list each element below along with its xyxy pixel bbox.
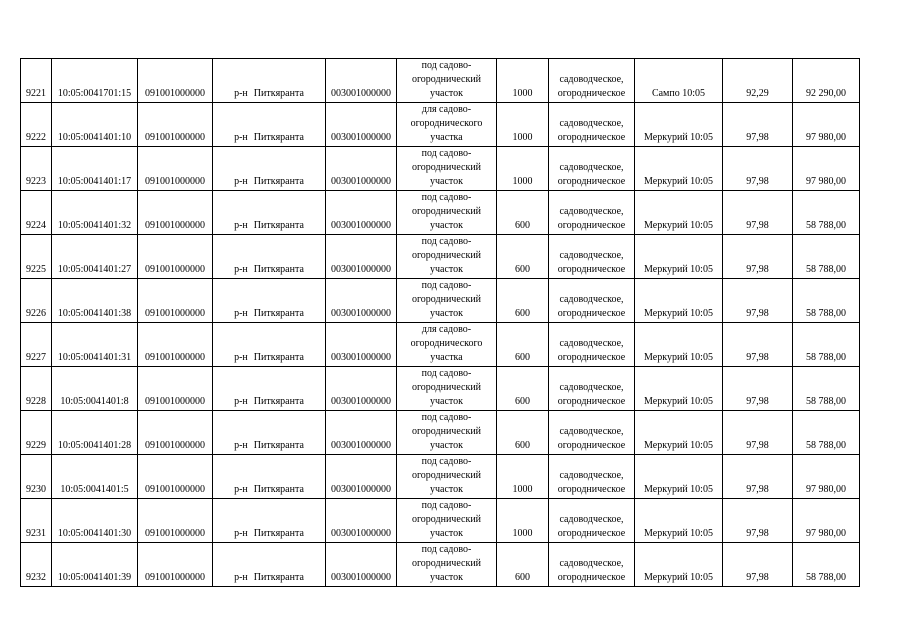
region-name: Питкяранта	[253, 440, 304, 451]
cell-oktmo-code: 091001000000	[138, 323, 213, 367]
cell-cadastral-number: 10:05:0041401:8	[52, 367, 138, 411]
land-category-line: садоводческое,	[559, 206, 624, 217]
permitted-use-line: участок	[429, 220, 463, 231]
cell-land-category	[549, 367, 635, 411]
region-name: Питкяранта	[253, 484, 304, 495]
cell-region	[213, 279, 326, 323]
region-name: Питкяранта	[253, 220, 304, 231]
cell-cadastral-value: 92 290,00	[793, 59, 860, 103]
cell-unit-value: 97,98	[723, 323, 793, 367]
cell-permitted-use	[397, 103, 497, 147]
cell-land-category	[549, 147, 635, 191]
cell-cadastral-value: 58 788,00	[793, 367, 860, 411]
cell-locality: Меркурий 10:05	[635, 323, 723, 367]
cell-cadastral-number: 10:05:0041401:32	[52, 191, 138, 235]
cell-permitted-use	[397, 59, 497, 103]
cell-okato-code: 003001000000	[326, 543, 397, 587]
permitted-use-line: огороднический	[411, 558, 482, 569]
table-row	[21, 455, 860, 499]
table-row	[21, 279, 860, 323]
cell-permitted-use	[397, 367, 497, 411]
cell-locality: Сампо 10:05	[635, 59, 723, 103]
permitted-use-line: для садово-	[421, 324, 472, 335]
permitted-use-line: под садово-	[421, 500, 472, 511]
table-row	[21, 543, 860, 587]
cell-row-number: 9229	[21, 411, 52, 455]
permitted-use-line: участок	[429, 440, 463, 451]
land-category-line: огородническое	[557, 440, 626, 451]
cell-cadastral-number: 10:05:0041401:17	[52, 147, 138, 191]
cell-permitted-use	[397, 191, 497, 235]
cell-cadastral-value: 58 788,00	[793, 411, 860, 455]
permitted-use-line: участка	[430, 352, 463, 363]
cell-oktmo-code: 091001000000	[138, 367, 213, 411]
cell-region	[213, 367, 326, 411]
region-name: Питкяранта	[253, 308, 304, 319]
region-prefix: р-н	[234, 396, 248, 407]
region-prefix: р-н	[234, 132, 248, 143]
cell-oktmo-code: 091001000000	[138, 103, 213, 147]
permitted-use-line: участок	[429, 528, 463, 539]
region-name: Питкяранта	[253, 88, 304, 99]
cell-unit-value: 97,98	[723, 455, 793, 499]
permitted-use-line: под садово-	[421, 60, 472, 71]
cell-locality: Меркурий 10:05	[635, 279, 723, 323]
land-category-line: садоводческое,	[559, 514, 624, 525]
table-row	[21, 191, 860, 235]
land-category-line: садоводческое,	[559, 294, 624, 305]
cell-region	[213, 455, 326, 499]
cell-unit-value: 97,98	[723, 235, 793, 279]
region-prefix: р-н	[234, 484, 248, 495]
cell-cadastral-number: 10:05:0041401:30	[52, 499, 138, 543]
region-name: Питкяранта	[253, 352, 304, 363]
cell-locality: Меркурий 10:05	[635, 411, 723, 455]
cell-cadastral-value: 97 980,00	[793, 103, 860, 147]
cell-cadastral-number: 10:05:0041401:27	[52, 235, 138, 279]
region-prefix: р-н	[234, 528, 248, 539]
cell-oktmo-code: 091001000000	[138, 147, 213, 191]
cell-row-number: 9222	[21, 103, 52, 147]
region-prefix: р-н	[234, 440, 248, 451]
cell-permitted-use	[397, 455, 497, 499]
region-prefix: р-н	[234, 264, 248, 275]
cell-locality: Меркурий 10:05	[635, 499, 723, 543]
cell-unit-value: 97,98	[723, 103, 793, 147]
cell-permitted-use	[397, 411, 497, 455]
cell-oktmo-code: 091001000000	[138, 543, 213, 587]
cell-locality: Меркурий 10:05	[635, 103, 723, 147]
cell-row-number: 9225	[21, 235, 52, 279]
region-prefix: р-н	[234, 220, 248, 231]
cell-oktmo-code: 091001000000	[138, 235, 213, 279]
cell-okato-code: 003001000000	[326, 367, 397, 411]
table-row	[21, 411, 860, 455]
cell-land-category	[549, 59, 635, 103]
cell-area: 600	[497, 367, 549, 411]
cell-permitted-use	[397, 147, 497, 191]
cell-cadastral-number: 10:05:0041401:38	[52, 279, 138, 323]
region-name: Питкяранта	[253, 176, 304, 187]
cell-cadastral-number: 10:05:0041401:5	[52, 455, 138, 499]
cell-row-number: 9226	[21, 279, 52, 323]
cell-oktmo-code: 091001000000	[138, 411, 213, 455]
land-category-line: огородническое	[557, 308, 626, 319]
cell-area: 1000	[497, 147, 549, 191]
permitted-use-line: под садово-	[421, 236, 472, 247]
cell-land-category	[549, 191, 635, 235]
cell-row-number: 9231	[21, 499, 52, 543]
cell-row-number: 9221	[21, 59, 52, 103]
land-category-line: садоводческое,	[559, 338, 624, 349]
cell-land-category	[549, 103, 635, 147]
cell-area: 600	[497, 543, 549, 587]
cell-okato-code: 003001000000	[326, 103, 397, 147]
cell-region	[213, 59, 326, 103]
cell-cadastral-value: 58 788,00	[793, 543, 860, 587]
region-prefix: р-н	[234, 572, 248, 583]
cell-unit-value: 92,29	[723, 59, 793, 103]
permitted-use-line: огороднического	[410, 338, 483, 349]
permitted-use-line: участок	[429, 484, 463, 495]
cell-okato-code: 003001000000	[326, 147, 397, 191]
land-category-line: садоводческое,	[559, 382, 624, 393]
cell-cadastral-value: 58 788,00	[793, 191, 860, 235]
region-prefix: р-н	[234, 88, 248, 99]
cell-permitted-use	[397, 543, 497, 587]
cell-region	[213, 191, 326, 235]
table-row	[21, 499, 860, 543]
cell-locality: Меркурий 10:05	[635, 367, 723, 411]
cell-row-number: 9227	[21, 323, 52, 367]
cadastral-value-table	[20, 58, 860, 587]
cell-unit-value: 97,98	[723, 411, 793, 455]
cell-land-category	[549, 543, 635, 587]
cell-oktmo-code: 091001000000	[138, 59, 213, 103]
cell-cadastral-number: 10:05:0041701:15	[52, 59, 138, 103]
cell-cadastral-number: 10:05:0041401:28	[52, 411, 138, 455]
cell-unit-value: 97,98	[723, 499, 793, 543]
permitted-use-line: под садово-	[421, 280, 472, 291]
cell-permitted-use	[397, 235, 497, 279]
land-category-line: садоводческое,	[559, 162, 624, 173]
land-category-line: садоводческое,	[559, 470, 624, 481]
cell-permitted-use	[397, 323, 497, 367]
cell-region	[213, 103, 326, 147]
permitted-use-line: участок	[429, 308, 463, 319]
cell-locality: Меркурий 10:05	[635, 147, 723, 191]
land-category-line: огородническое	[557, 528, 626, 539]
cell-area: 600	[497, 279, 549, 323]
permitted-use-line: огороднический	[411, 206, 482, 217]
table-row	[21, 147, 860, 191]
land-category-line: садоводческое,	[559, 426, 624, 437]
cell-permitted-use	[397, 499, 497, 543]
permitted-use-line: огороднический	[411, 294, 482, 305]
cell-cadastral-number: 10:05:0041401:39	[52, 543, 138, 587]
permitted-use-line: огороднический	[411, 514, 482, 525]
cell-unit-value: 97,98	[723, 367, 793, 411]
cell-oktmo-code: 091001000000	[138, 279, 213, 323]
region-name: Питкяранта	[253, 572, 304, 583]
permitted-use-line: огороднический	[411, 162, 482, 173]
cell-okato-code: 003001000000	[326, 323, 397, 367]
cell-area: 1000	[497, 59, 549, 103]
land-category-line: садоводческое,	[559, 558, 624, 569]
cell-okato-code: 003001000000	[326, 235, 397, 279]
cell-land-category	[549, 323, 635, 367]
land-category-line: огородническое	[557, 264, 626, 275]
cell-area: 1000	[497, 455, 549, 499]
land-category-line: огородническое	[557, 88, 626, 99]
cell-area: 600	[497, 323, 549, 367]
cell-okato-code: 003001000000	[326, 279, 397, 323]
cell-cadastral-number: 10:05:0041401:31	[52, 323, 138, 367]
table-row	[21, 103, 860, 147]
cell-row-number: 9224	[21, 191, 52, 235]
cell-area: 600	[497, 191, 549, 235]
cell-region	[213, 499, 326, 543]
cell-cadastral-number: 10:05:0041401:10	[52, 103, 138, 147]
permitted-use-line: под садово-	[421, 412, 472, 423]
cell-unit-value: 97,98	[723, 279, 793, 323]
region-name: Питкяранта	[253, 396, 304, 407]
cell-row-number: 9228	[21, 367, 52, 411]
cell-land-category	[549, 279, 635, 323]
land-category-line: огородническое	[557, 132, 626, 143]
cell-cadastral-value: 58 788,00	[793, 279, 860, 323]
region-prefix: р-н	[234, 352, 248, 363]
cell-row-number: 9223	[21, 147, 52, 191]
cell-cadastral-value: 97 980,00	[793, 147, 860, 191]
cell-locality: Меркурий 10:05	[635, 455, 723, 499]
cell-cadastral-value: 58 788,00	[793, 323, 860, 367]
cell-permitted-use	[397, 279, 497, 323]
land-category-line: садоводческое,	[559, 74, 624, 85]
region-prefix: р-н	[234, 308, 248, 319]
permitted-use-line: участок	[429, 396, 463, 407]
cell-cadastral-value: 58 788,00	[793, 235, 860, 279]
permitted-use-line: участка	[430, 132, 463, 143]
cell-oktmo-code: 091001000000	[138, 455, 213, 499]
cell-unit-value: 97,98	[723, 191, 793, 235]
cell-area: 600	[497, 411, 549, 455]
table-row	[21, 235, 860, 279]
permitted-use-line: для садово-	[421, 104, 472, 115]
cell-area: 1000	[497, 499, 549, 543]
permitted-use-line: под садово-	[421, 148, 472, 159]
cell-okato-code: 003001000000	[326, 499, 397, 543]
permitted-use-line: огороднический	[411, 74, 482, 85]
land-category-line: садоводческое,	[559, 250, 624, 261]
cell-okato-code: 003001000000	[326, 191, 397, 235]
permitted-use-line: огороднического	[410, 118, 483, 129]
land-category-line: огородническое	[557, 220, 626, 231]
region-name: Питкяранта	[253, 528, 304, 539]
table-row	[21, 367, 860, 411]
permitted-use-line: под садово-	[421, 192, 472, 203]
permitted-use-line: участок	[429, 176, 463, 187]
cell-land-category	[549, 499, 635, 543]
permitted-use-line: огороднический	[411, 382, 482, 393]
cell-region	[213, 147, 326, 191]
cell-land-category	[549, 235, 635, 279]
cell-land-category	[549, 455, 635, 499]
cell-row-number: 9230	[21, 455, 52, 499]
cell-oktmo-code: 091001000000	[138, 191, 213, 235]
table-row	[21, 323, 860, 367]
cell-okato-code: 003001000000	[326, 59, 397, 103]
land-category-line: огородническое	[557, 572, 626, 583]
cell-locality: Меркурий 10:05	[635, 191, 723, 235]
cell-region	[213, 323, 326, 367]
cell-area: 1000	[497, 103, 549, 147]
permitted-use-line: огороднический	[411, 250, 482, 261]
region-prefix: р-н	[234, 176, 248, 187]
land-category-line: огородническое	[557, 484, 626, 495]
cell-cadastral-value: 97 980,00	[793, 455, 860, 499]
cell-area: 600	[497, 235, 549, 279]
cell-locality: Меркурий 10:05	[635, 543, 723, 587]
permitted-use-line: участок	[429, 264, 463, 275]
cell-unit-value: 97,98	[723, 147, 793, 191]
land-category-line: огородническое	[557, 396, 626, 407]
cell-row-number: 9232	[21, 543, 52, 587]
permitted-use-line: под садово-	[421, 544, 472, 555]
cell-okato-code: 003001000000	[326, 455, 397, 499]
cell-region	[213, 543, 326, 587]
cell-land-category	[549, 411, 635, 455]
land-category-line: огородническое	[557, 352, 626, 363]
land-category-line: садоводческое,	[559, 118, 624, 129]
cell-unit-value: 97,98	[723, 543, 793, 587]
cell-cadastral-value: 97 980,00	[793, 499, 860, 543]
cell-okato-code: 003001000000	[326, 411, 397, 455]
permitted-use-line: под садово-	[421, 456, 472, 467]
permitted-use-line: участок	[429, 572, 463, 583]
table-row	[21, 59, 860, 103]
permitted-use-line: огороднический	[411, 470, 482, 481]
cell-locality: Меркурий 10:05	[635, 235, 723, 279]
cell-oktmo-code: 091001000000	[138, 499, 213, 543]
cell-region	[213, 235, 326, 279]
permitted-use-line: огороднический	[411, 426, 482, 437]
land-category-line: огородническое	[557, 176, 626, 187]
region-name: Питкяранта	[253, 264, 304, 275]
cell-region	[213, 411, 326, 455]
permitted-use-line: под садово-	[421, 368, 472, 379]
table-body	[21, 59, 860, 587]
region-name: Питкяранта	[253, 132, 304, 143]
permitted-use-line: участок	[429, 88, 463, 99]
